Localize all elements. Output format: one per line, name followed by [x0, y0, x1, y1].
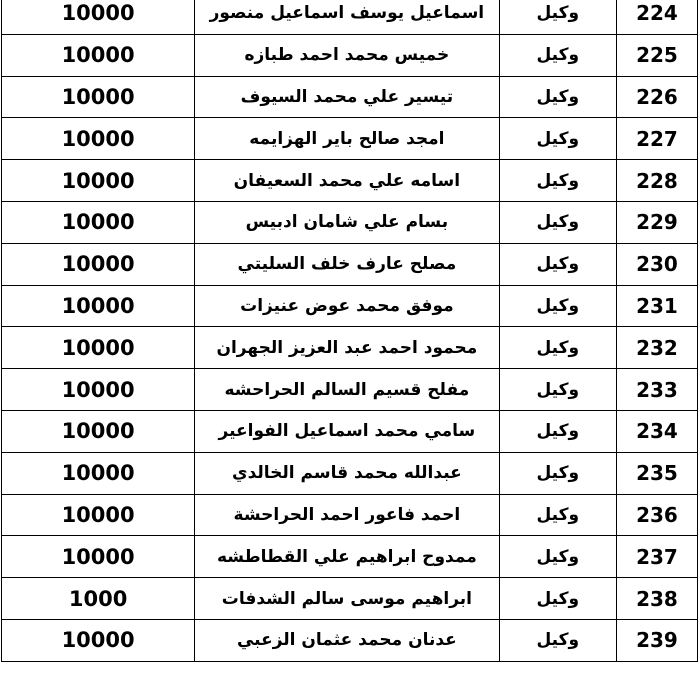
name-text: مصلح عارف خلف السليتي	[237, 254, 457, 275]
name-text: عدنان محمد عثمان الزعبي	[236, 630, 457, 651]
table-row	[2, 0, 698, 34]
rank-text: وكيل	[536, 86, 580, 107]
table-row	[2, 452, 698, 494]
amount-cell: 10000	[2, 285, 195, 327]
name-cell	[195, 0, 499, 34]
rank-cell	[499, 327, 616, 369]
serial-number-cell: 230	[616, 243, 697, 285]
rank-text: وكيل	[536, 3, 580, 24]
name-text: اسماعيل يوسف اسماعيل منصور	[209, 3, 485, 24]
rank-text: وكيل	[536, 295, 580, 316]
name-cell	[195, 201, 499, 243]
rank-cell	[499, 494, 616, 536]
table-row	[2, 34, 698, 76]
name-cell	[195, 452, 499, 494]
table-row	[2, 327, 698, 369]
amount-cell: 10000	[2, 619, 195, 661]
name-cell	[195, 619, 499, 661]
name-text: موفق محمد عوض عنيزات	[240, 295, 454, 316]
serial-number-cell: 227	[616, 118, 697, 160]
rank-text: وكيل	[536, 212, 580, 233]
name-text: امجد صالح باير الهزايمه	[249, 128, 445, 149]
name-text: خميس محمد احمد طبازه	[244, 45, 450, 66]
serial-number-cell: 225	[616, 34, 697, 76]
name-cell	[195, 160, 499, 202]
rank-cell	[499, 160, 616, 202]
rank-cell	[499, 243, 616, 285]
amount-cell: 10000	[2, 118, 195, 160]
name-text: عبدالله محمد قاسم الخالدي	[231, 463, 462, 484]
rank-text: وكيل	[536, 421, 580, 442]
rank-text: وكيل	[536, 504, 580, 525]
name-text: بسام علي شامان ادبيس	[245, 212, 449, 233]
amount-cell: 10000	[2, 452, 195, 494]
amount-cell: 10000	[2, 369, 195, 411]
name-cell	[195, 243, 499, 285]
name-text: محمود احمد عبد العزيز الجهران	[216, 337, 478, 358]
serial-number-cell: 235	[616, 452, 697, 494]
name-cell	[195, 118, 499, 160]
serial-number-cell: 238	[616, 578, 697, 620]
table-row	[2, 243, 698, 285]
serial-number-cell: 234	[616, 410, 697, 452]
rank-cell	[499, 410, 616, 452]
name-cell	[195, 327, 499, 369]
name-text: اسامه علي محمد السعيفان	[233, 170, 461, 191]
serial-number-cell: 239	[616, 619, 697, 661]
rank-text: وكيل	[536, 45, 580, 66]
name-cell	[195, 285, 499, 327]
table-row	[2, 494, 698, 536]
rank-cell	[499, 452, 616, 494]
amount-cell: 10000	[2, 34, 195, 76]
serial-number-cell: 237	[616, 536, 697, 578]
serial-number-cell: 224	[616, 0, 697, 34]
rank-cell	[499, 34, 616, 76]
serial-number-cell: 231	[616, 285, 697, 327]
table-row	[2, 76, 698, 118]
amount-cell: 10000	[2, 410, 195, 452]
name-cell	[195, 494, 499, 536]
serial-number-cell: 236	[616, 494, 697, 536]
name-text: سامي محمد اسماعيل الفواعير	[218, 421, 476, 442]
roster-table	[1, 0, 698, 662]
amount-cell: 10000	[2, 494, 195, 536]
rank-text: وكيل	[536, 170, 580, 191]
amount-cell: 10000	[2, 327, 195, 369]
name-cell	[195, 578, 499, 620]
name-text: احمد فاعور احمد الحراحشة	[233, 504, 461, 525]
rank-text: وكيل	[536, 337, 580, 358]
name-text: ممدوح ابراهيم علي القطاطشه	[217, 546, 477, 567]
rank-text: وكيل	[536, 254, 580, 275]
amount-cell: 10000	[2, 76, 195, 118]
amount-cell: 1000	[2, 578, 195, 620]
name-text: مفلح قسيم السالم الحراحشه	[224, 379, 470, 400]
rank-cell	[499, 369, 616, 411]
rank-text: وكيل	[536, 128, 580, 149]
table-row	[2, 118, 698, 160]
amount-cell: 10000	[2, 536, 195, 578]
rank-cell	[499, 619, 616, 661]
name-cell	[195, 369, 499, 411]
table-row	[2, 536, 698, 578]
serial-number-cell: 229	[616, 201, 697, 243]
table-row	[2, 160, 698, 202]
amount-cell: 10000	[2, 243, 195, 285]
rank-text: وكيل	[536, 546, 580, 567]
table-row	[2, 201, 698, 243]
name-text: تيسير علي محمد السيوف	[240, 86, 454, 107]
serial-number-cell: 232	[616, 327, 697, 369]
rank-text: وكيل	[536, 463, 580, 484]
table-row	[2, 369, 698, 411]
serial-number-cell: 228	[616, 160, 697, 202]
rank-cell	[499, 285, 616, 327]
serial-number-cell: 233	[616, 369, 697, 411]
rank-text: وكيل	[536, 379, 580, 400]
rank-text: وكيل	[536, 588, 580, 609]
name-cell	[195, 34, 499, 76]
amount-cell: 10000	[2, 0, 195, 34]
rank-cell	[499, 201, 616, 243]
rank-cell	[499, 536, 616, 578]
name-cell	[195, 536, 499, 578]
rank-cell	[499, 118, 616, 160]
name-cell	[195, 410, 499, 452]
table-row	[2, 578, 698, 620]
table-row	[2, 410, 698, 452]
rank-text: وكيل	[536, 630, 580, 651]
name-text: ابراهيم موسى سالم الشدفات	[221, 588, 473, 609]
amount-cell: 10000	[2, 160, 195, 202]
name-cell	[195, 76, 499, 118]
roster-table-body	[2, 0, 698, 661]
rank-cell	[499, 0, 616, 34]
rank-cell	[499, 578, 616, 620]
rank-cell	[499, 76, 616, 118]
amount-cell: 10000	[2, 201, 195, 243]
serial-number-cell: 226	[616, 76, 697, 118]
table-row	[2, 619, 698, 661]
table-row	[2, 285, 698, 327]
